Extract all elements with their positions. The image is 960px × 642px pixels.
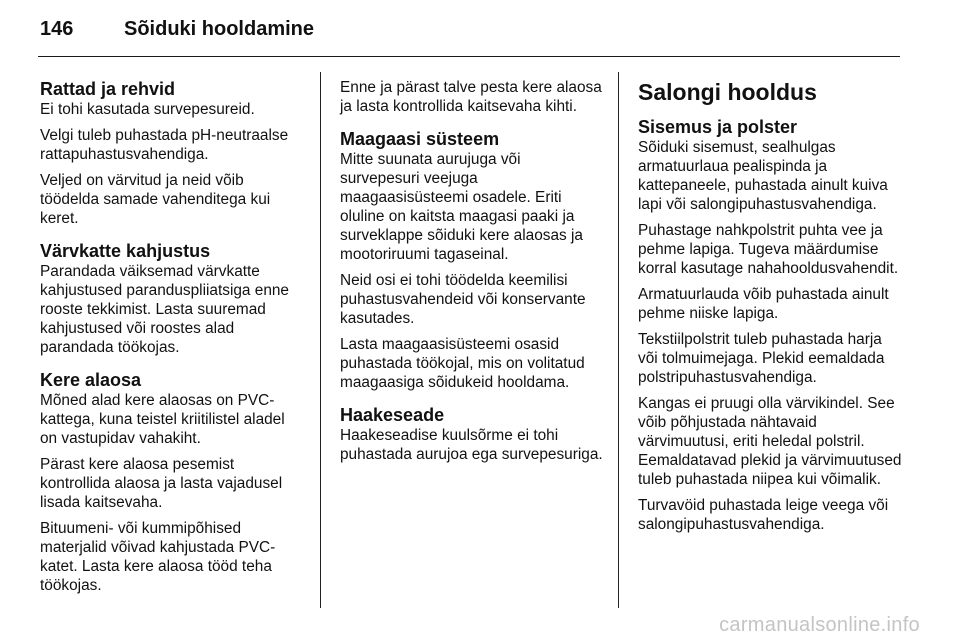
paragraph: Armatuurlauda võib puhastada ainult pehme niiske lapiga. — [638, 286, 889, 322]
paragraph: Sõiduki sisemust, sealhulgas armatuurlaua pealispinda ja kattepaneele, puhastada ainult kuiva lapi või salongipuhastusvahendiga. — [638, 139, 888, 213]
paragraph: Turvavöid puhastada leige veega või salongipuhastusvahendiga. — [638, 497, 889, 533]
paragraph: Mõned alad kere alaosas on PVC-kattega, kuna teistel kriitilistel aladel on vastupidav vahakiht. — [40, 392, 285, 447]
paragraph: Bituumeni- või kummipõhised materjalid võivad kahjustada PVC-katet. Lasta kere alaosa tööd teha töökojas. — [40, 520, 276, 594]
page-header — [38, 16, 900, 57]
section-heading: Maagaasi süsteem — [340, 129, 500, 149]
paragraph: Pärast kere alaosa pesemist kontrollida alaosa ja lasta vajadusel lisada kaitsevaha. — [40, 456, 283, 511]
column-divider — [618, 72, 619, 608]
column-divider — [320, 72, 321, 608]
section-heading: Sisemus ja polster — [638, 117, 798, 137]
column-1 — [40, 78, 302, 602]
paragraph: Kangas ei pruugi olla värvikindel. See võib põhjustada nähtavaid värvimuutusi, eriti heledal polstril. Eemaldatavad plekid ja värvimuutused tuleb puhastada niipea kui võimalik. — [638, 395, 902, 488]
section-heading: Haakeseade — [340, 405, 445, 425]
page-number: 146 — [40, 18, 74, 40]
watermark-text: carmanualsonline.info — [719, 614, 920, 636]
paragraph: Puhastage nahkpolstrit puhta vee ja pehme lapiga. Tugeva määrdumise korral kasutage nahahooldusvahendit. — [638, 222, 899, 277]
column-3 — [638, 78, 904, 541]
paragraph: Enne ja pärast talve pesta kere alaosa ja lasta kontrollida kaitsevaha kihti. — [340, 79, 602, 115]
paragraph: Mitte suunata aurujuga või survepesuri veejuga maagaasisüsteemi osadele. Eriti oluline on kaitsta maagasi paaki ja surveklappe sõiduki kere alaosas ja mootoriruumi tagaseinal. — [340, 151, 583, 263]
paragraph: Veljed on värvitud ja neid võib töödelda samade vahenditega kui keret. — [40, 172, 271, 227]
column-2 — [340, 78, 604, 471]
section-natural-gas — [340, 128, 604, 392]
paragraph: Parandada väiksemad värvkatte kahjustused paranduspliiatsiga enne rooste tekkimist. Lasta suuremad kahjustused või roostes alad parandada töökojas. — [40, 263, 289, 356]
chapter-title: Salongi hooldus — [638, 79, 817, 105]
paragraph: Lasta maagaasisüsteemi osasid puhastada töökojal, mis on volitatud maagaasiga sõidukeid hooldama. — [340, 336, 585, 391]
section-underbody — [40, 369, 302, 595]
section-heading: Kere alaosa — [40, 370, 142, 390]
section-heading: Rattad ja rehvid — [40, 79, 176, 99]
section-interior-upholstery — [638, 116, 904, 534]
section-wheels-tyres — [40, 78, 302, 228]
section-heading: Värvkatte kahjustus — [40, 241, 211, 261]
paragraph: Ei tohi kasutada survepesureid. — [40, 101, 255, 118]
paragraph: Tekstiilpolstrit tuleb puhastada harja või tolmuimejaga. Plekid eemaldada polstripuhastusvahendiga. — [638, 331, 885, 386]
page-title: Sõiduki hooldamine — [124, 18, 315, 40]
paragraph: Haakeseadise kuulsõrme ei tohi puhastada aurujoa ega survepesuriga. — [340, 427, 603, 463]
paragraph: Velgi tuleb puhastada pH-neutraalse rattapuhastusvahendiga. — [40, 127, 289, 163]
paragraph: Neid osi ei tohi töödelda keemilisi puhastusvahendeid või konservante kasutades. — [340, 272, 586, 327]
section-paint-damage — [40, 240, 302, 357]
section-towbar — [340, 404, 604, 464]
